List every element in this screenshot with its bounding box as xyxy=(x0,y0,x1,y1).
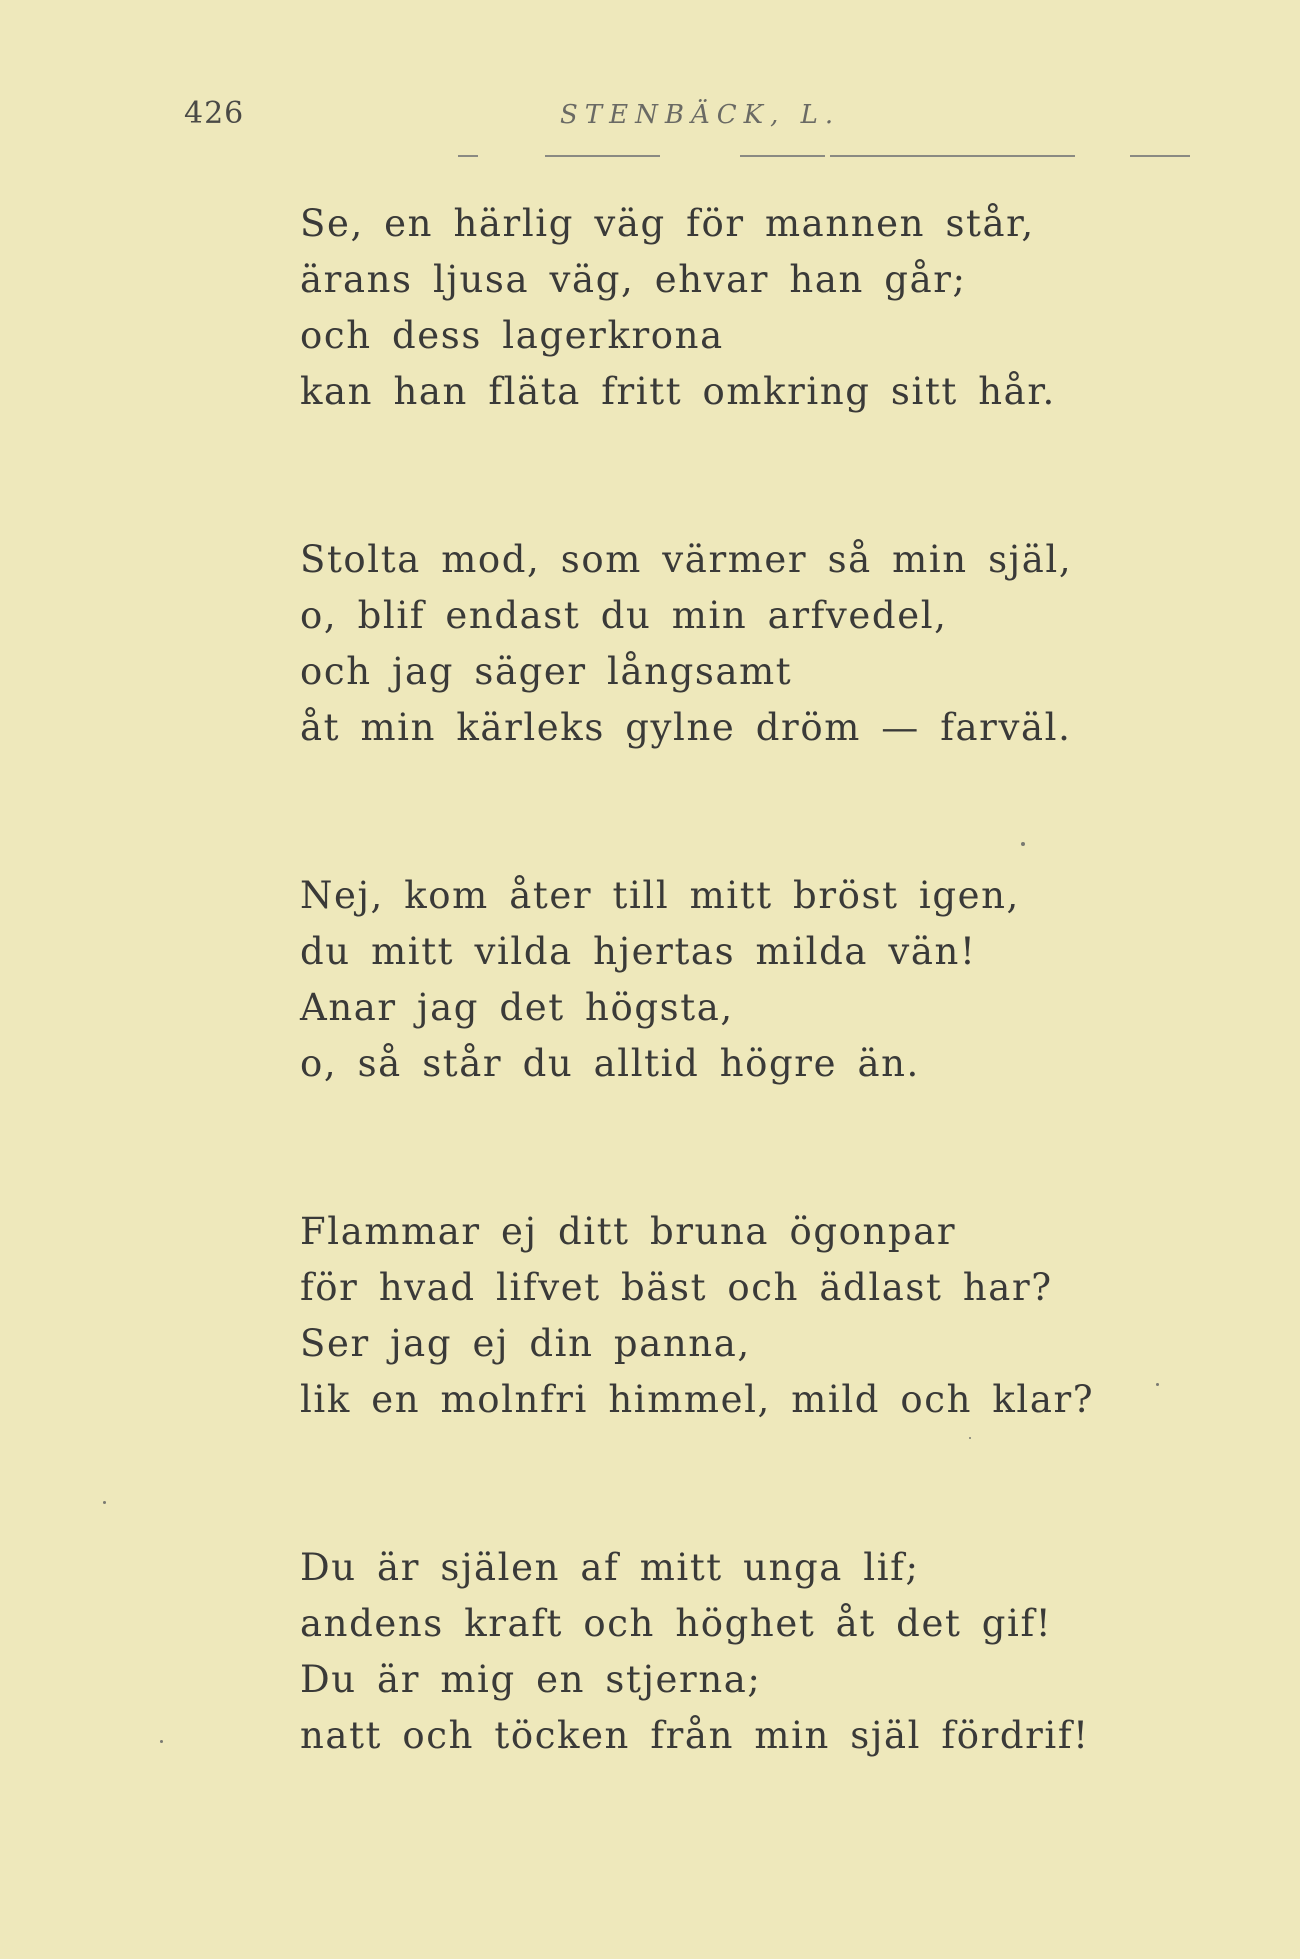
verse-line: Anar jag det högsta, xyxy=(300,986,734,1029)
header-rule xyxy=(1130,155,1190,157)
paper-speck xyxy=(103,1501,106,1504)
verse-line: o, så står du alltid högre än. xyxy=(300,1042,920,1085)
paper-speck xyxy=(1156,1383,1159,1386)
verse-line: och jag säger långsamt xyxy=(300,650,793,693)
running-head: STENBÄCK, L. xyxy=(560,100,841,130)
paper-speck xyxy=(969,1437,971,1439)
paper-speck xyxy=(160,1740,163,1743)
verse-line: för hvad lifvet bäst och ädlast har? xyxy=(300,1266,1053,1309)
verse-line: Ser jag ej din panna, xyxy=(300,1322,751,1365)
verse-line: andens kraft och höghet åt det gif! xyxy=(300,1602,1053,1645)
verse-line: lik en molnfri himmel, mild och klar? xyxy=(300,1378,1095,1421)
verse-line: natt och töcken från min själ fördrif! xyxy=(300,1714,1090,1757)
stanza xyxy=(300,532,1200,868)
paper-speck xyxy=(1021,842,1025,846)
verse-line: och dess lagerkrona xyxy=(300,314,724,357)
header-rule xyxy=(458,155,478,157)
verse-line: Nej, kom åter till mitt bröst igen, xyxy=(300,874,1020,917)
stanza xyxy=(300,1204,1200,1540)
poem xyxy=(300,196,1200,1876)
verse-line: kan han fläta fritt omkring sitt hår. xyxy=(300,370,1056,413)
stanza xyxy=(300,868,1200,1204)
verse-line: ärans ljusa väg, ehvar han går; xyxy=(300,258,967,301)
verse-line: Du är själen af mitt unga lif; xyxy=(300,1546,920,1589)
header-rule xyxy=(830,155,1075,157)
verse-line: Flammar ej ditt bruna ögonpar xyxy=(300,1210,957,1253)
stanza xyxy=(300,1540,1200,1876)
verse-line: du mitt vilda hjertas milda vän! xyxy=(300,930,977,973)
verse-line: o, blif endast du min arfvedel, xyxy=(300,594,948,637)
verse-line: Stolta mod, som värmer så min själ, xyxy=(300,538,1073,581)
page-number: 426 xyxy=(184,96,245,131)
header-rule xyxy=(545,155,660,157)
verse-line: Du är mig en stjerna; xyxy=(300,1658,762,1701)
verse-line: åt min kärleks gylne dröm — farväl. xyxy=(300,706,1072,749)
verse-line: Se, en härlig väg för mannen står, xyxy=(300,202,1035,245)
stanza xyxy=(300,196,1200,532)
header-rule xyxy=(740,155,825,157)
